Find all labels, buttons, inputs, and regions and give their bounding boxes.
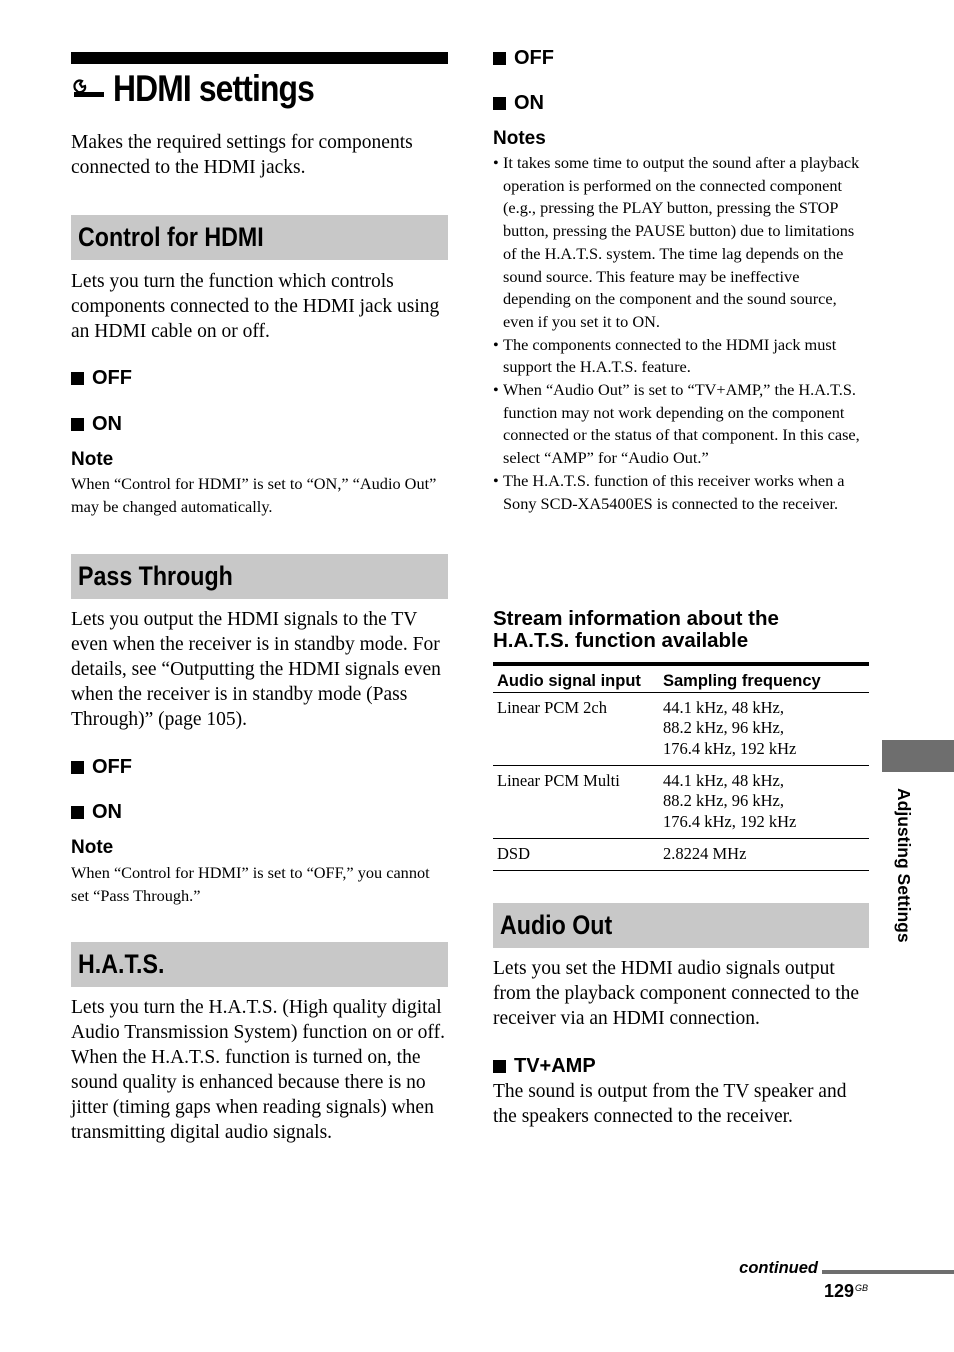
column-header: Sampling frequency — [659, 664, 869, 692]
freq-line: 176.4 kHz, 192 kHz — [663, 811, 797, 831]
section-heading-control-for-hdmi — [71, 215, 448, 260]
pass-through-description: Lets you output the HDMI signals to the TV even when the receiver is in standby mode. For details, see “Outputting the HDMI signals even when the receiver is in standby mode (Pass Through)” (page 105). — [71, 609, 441, 730]
list-item: • It takes some time to output the sound after a playback operation is performed on the connected component (e.g., pressing the PLAY button, pressing the STOP button, pressing the PAUSE button) due to limitations of the H.A.T.S. system. The time lag depends on the sound source. This feature may be ineffective depending on the component and the sound source, even if you set it to ON. — [493, 152, 869, 334]
freq-line: 2.8224 MHz — [663, 843, 747, 863]
freq-line: 44.1 kHz, 48 kHz, — [663, 697, 784, 717]
list-item: • The components connected to the HDMI jack must support the H.A.T.S. feature. — [493, 334, 869, 379]
continued-label: continued — [739, 1259, 818, 1277]
stream-table-heading — [493, 608, 869, 652]
bullet-square-icon — [71, 761, 84, 774]
table-cell: DSD — [493, 838, 659, 870]
section-heading-text: Pass Through — [78, 561, 233, 591]
freq-line: 88.2 kHz, 96 kHz, — [663, 718, 784, 737]
option-label: ON — [92, 801, 122, 823]
table-row — [493, 692, 869, 765]
table-cell — [659, 692, 869, 765]
section-heading-text: H.A.T.S. — [78, 949, 165, 979]
freq-line: 44.1 kHz, 48 kHz, — [663, 770, 784, 790]
option-label: ON — [92, 413, 122, 435]
control-for-hdmi-option-off — [71, 366, 132, 390]
title-rule — [71, 52, 448, 64]
section-heading-pass-through — [71, 554, 448, 599]
control-for-hdmi-description: Lets you turn the function which controls components connected to the HDMI jack using an HDMI cable on or off. — [71, 271, 440, 342]
hats-option-on — [493, 91, 544, 115]
audio-out-description: Lets you set the HDMI audio signals output from the playback component connected to the receiver via an HDMI connection. — [493, 958, 860, 1029]
side-section-label-text: Adjusting Settings — [894, 788, 914, 943]
section-heading-hats — [71, 942, 448, 987]
page-title — [71, 66, 448, 112]
pass-through-option-off — [71, 755, 132, 779]
section-tab-marker — [882, 740, 954, 772]
page-number-suffix: GB — [855, 1283, 869, 1293]
table-cell — [659, 838, 869, 870]
note-heading: Note — [71, 449, 114, 470]
audio-out-option-tvamp — [493, 1054, 596, 1078]
option-label: OFF — [514, 47, 554, 69]
option-label: TV+AMP — [514, 1055, 596, 1077]
bullet-square-icon — [71, 806, 84, 819]
stream-table-heading-line: H.A.T.S. function available — [493, 629, 749, 652]
section-heading-text: Audio Out — [500, 910, 613, 940]
bullet-square-icon — [71, 418, 84, 431]
column-header: Audio signal input — [493, 664, 659, 692]
table-cell — [659, 765, 869, 838]
page-number — [824, 1281, 868, 1302]
table-row — [493, 838, 869, 870]
bullet-square-icon — [493, 97, 506, 110]
section-heading-audio-out — [493, 903, 869, 948]
list-item: • When “Audio Out” is set to “TV+AMP,” the H.A.T.S. function may not work depending on the component connected or the status of that component. In this case, select “AMP” for “Audio Out.” — [493, 379, 869, 470]
bullet-square-icon — [71, 372, 84, 385]
pass-through-option-on — [71, 800, 122, 824]
freq-line: 88.2 kHz, 96 kHz, — [663, 791, 784, 810]
table-header-row — [493, 664, 869, 692]
settings-tool-icon — [71, 74, 107, 104]
stream-table-heading-line: Stream information about the — [493, 607, 779, 630]
table-cell: Linear PCM Multi — [493, 765, 659, 838]
audio-out-tvamp-description: The sound is output from the TV speaker and the speakers connected to the receiver. — [493, 1081, 847, 1127]
option-label: ON — [514, 92, 544, 114]
bullet-square-icon — [493, 1060, 506, 1073]
note-heading: Note — [71, 837, 114, 858]
section-heading-text: Control for HDMI — [78, 222, 264, 252]
stream-info-table — [493, 662, 869, 871]
option-label: OFF — [92, 367, 132, 389]
list-item: • The H.A.T.S. function of this receiver works when a Sony SCD-XA5400ES is connected to the receiver. — [493, 470, 869, 515]
page-title-text: HDMI settings — [113, 68, 314, 109]
option-label: OFF — [92, 756, 132, 778]
continued-rule — [822, 1270, 954, 1274]
freq-line: 176.4 kHz, 192 kHz — [663, 738, 797, 758]
control-for-hdmi-option-on — [71, 412, 122, 436]
page-number-value: 129 — [824, 1281, 855, 1301]
hats-notes-list — [493, 152, 869, 515]
bullet-square-icon — [493, 52, 506, 65]
hats-option-off — [493, 46, 554, 70]
side-section-label — [893, 788, 915, 970]
intro-text: Makes the required settings for components connected to the HDMI jacks. — [71, 132, 413, 178]
notes-heading: Notes — [493, 128, 546, 149]
table-row — [493, 765, 869, 838]
note-text: When “Control for HDMI” is set to “OFF,” you cannot set “Pass Through.” — [71, 863, 430, 905]
note-text: When “Control for HDMI” is set to “ON,” “Audio Out” may be changed automatically. — [71, 474, 437, 516]
hats-description: Lets you turn the H.A.T.S. (High quality digital Audio Transmission System) function on or off. When the H.A.T.S. function is turned on, the sound quality is enhanced because there is no jitter (timing gaps when reading signals) when transmitting digital audio signals. — [71, 997, 445, 1143]
table-cell: Linear PCM 2ch — [493, 692, 659, 765]
